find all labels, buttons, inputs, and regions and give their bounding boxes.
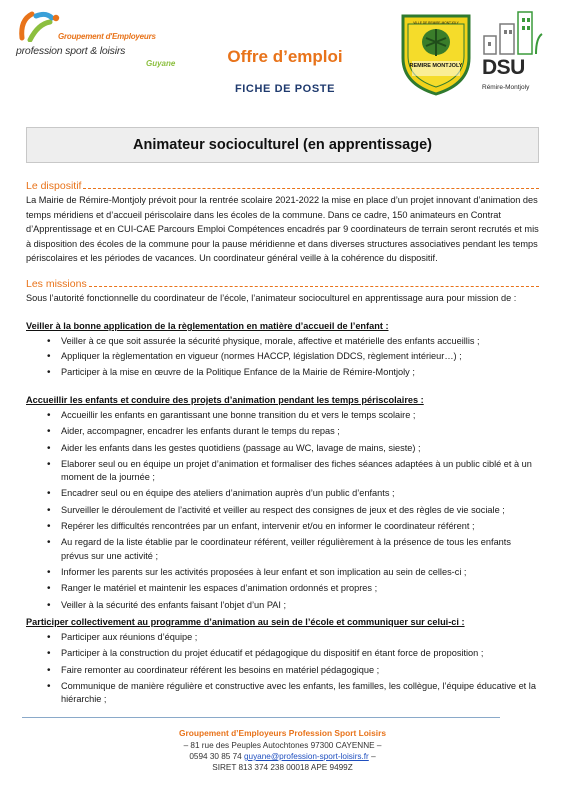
section-heading-dispositif bbox=[26, 180, 539, 192]
list-item: • Repérer les difficultés rencontrées par un enfant, intervenir et/ou en informer le coordinateur référent ; bbox=[26, 520, 541, 533]
list-item: • Elaborer seul ou en équipe un projet d’animation et formaliser des fiches séances adaptées à un public ciblé et à un moment de la journée ; bbox=[26, 458, 541, 485]
crest-text: REMIRE MONTJOLY bbox=[409, 63, 463, 69]
section-heading-missions bbox=[26, 278, 539, 290]
footer-contact bbox=[60, 751, 505, 762]
page-subtitle: FICHE DE POSTE bbox=[234, 83, 336, 95]
list-item: • Veiller à ce que soit assurée la sécurité physique, morale, affective et matérielle des enfants accueillis ; bbox=[26, 335, 541, 348]
list-item: • Au regard de la liste établie par le coordinateur référent, veiller régulièrement à la présence de tous les enfants prévus sur une activité ; bbox=[26, 536, 541, 563]
dsu-logo bbox=[480, 10, 550, 100]
footer-phone: 0594 30 85 74 bbox=[189, 752, 242, 761]
ge-logo-line1: Groupement d'Employeurs bbox=[58, 32, 156, 41]
footer-divider bbox=[22, 717, 500, 718]
crest-top-text: VILLE DE REMIRE-MONTJOLY bbox=[413, 21, 459, 25]
list-item: • Surveiller le déroulement de l’activité et veiller au respect des consignes de jeux et des règles de vie sociale ; bbox=[26, 504, 541, 517]
mission-list bbox=[26, 335, 541, 379]
mission-group-title: Accueillir les enfants et conduire des projets d’animation pendant les temps périscolaires : bbox=[26, 395, 424, 405]
list-item: • Encadrer seul ou en équipe des ateliers d’animation auprès d’un public d’enfants ; bbox=[26, 487, 541, 500]
footer-email-link[interactable]: guyane@profession-sport-loisirs.fr bbox=[243, 752, 369, 761]
list-item: • Faire remonter au coordinateur référent les besoins en matériel pédagogique ; bbox=[26, 664, 541, 677]
ge-psl-logo bbox=[14, 10, 179, 80]
section-divider bbox=[83, 188, 539, 189]
list-item: • Informer les parents sur les activités proposées à leur enfant et son implication au sein de celles-ci ; bbox=[26, 566, 541, 579]
section-heading-label: Les missions bbox=[26, 278, 87, 290]
dsu-logo-text: DSU bbox=[482, 56, 525, 79]
mission-list bbox=[26, 631, 541, 706]
section-divider bbox=[89, 286, 539, 287]
list-item: • Participer aux réunions d’équipe ; bbox=[26, 631, 541, 644]
mission-list bbox=[26, 409, 541, 612]
mission-group-title: Participer collectivement au programme d’animation au sein de l’école et communiquer sur celui-ci : bbox=[26, 617, 465, 627]
dispositif-text: La Mairie de Rémire-Montjoly prévoit pour la rentrée scolaire 2021-2022 la mise en place d’un projet innovant d’animation des temps méridiens et d’accueil périscolaire dans les écoles de la commune. Dans ce cadre, 150 animateurs en Contrat d’Apprentissage et en CUI-CAE Parcours Emploi Compétences encadrés par 9 coordinateurs de terrain seront recrutés et mis à disposition des écoles de la commune pour la pause méridienne et dans diverses structures associatives pendant les temps périscolaires et les périodes de vacances. Un coordinateur général veille à la cohérence du dispositif. bbox=[26, 195, 539, 263]
list-item: • Veiller à la sécurité des enfants faisant l’objet d’un PAI ; bbox=[26, 599, 541, 612]
list-item: • Accueillir les enfants en garantissant une bonne transition du et vers le temps scolaire ; bbox=[26, 409, 541, 422]
section-heading-label: Le dispositif bbox=[26, 180, 82, 192]
dsu-buildings-icon bbox=[480, 10, 546, 56]
ge-logo-line3: Guyane bbox=[146, 59, 176, 68]
footer-email-suffix: – bbox=[368, 752, 376, 761]
missions-intro: Sous l’autorité fonctionnelle du coordinateur de l’école, l’animateur socioculturel en apprentissage aura pour mission de : bbox=[26, 293, 517, 303]
list-item: • Appliquer la règlementation en vigueur (normes HACCP, législation DDCS, règlement intérieur…) ; bbox=[26, 350, 541, 363]
list-item: • Ranger le matériel et maintenir les espaces d’animation ordonnés et propres ; bbox=[26, 582, 541, 595]
footer-address: – 81 rue des Peuples Autochtones 97300 CAYENNE – bbox=[183, 741, 382, 750]
list-item: • Aider, accompagner, encadrer les enfants durant le temps du repas ; bbox=[26, 425, 541, 438]
list-item: • Communique de manière régulière et constructive avec les enfants, les familles, les collègue, l’équipe éducative et la hiérarchie ; bbox=[26, 680, 541, 707]
footer-siret: SIRET 813 374 238 00018 APE 9499Z bbox=[212, 763, 353, 772]
remire-montjoly-crest-logo bbox=[400, 10, 472, 96]
mission-group-title: Veiller à la bonne application de la règlementation en matière d’accueil de l’enfant : bbox=[26, 321, 389, 331]
footer-org-name: Groupement d’Employeurs Profession Sport Loisirs bbox=[178, 728, 387, 738]
list-item: • Participer à la mise en œuvre de la Politique Enfance de la Mairie de Rémire-Montjoly ; bbox=[26, 366, 541, 379]
ge-logo-line2: profession sport & loisirs bbox=[16, 45, 126, 57]
dsu-logo-subtext: Rémire-Montjoly bbox=[482, 84, 530, 91]
job-title-box bbox=[26, 127, 539, 163]
list-item: • Aider les enfants dans les gestes quotidiens (passage au WC, lavage de mains, sieste) ; bbox=[26, 442, 541, 455]
page-title: Offre d’emploi bbox=[227, 47, 343, 66]
list-item: • Participer à la construction du projet éducatif et pédagogique du dispositif en étant force de proposition ; bbox=[26, 647, 541, 660]
job-title: Animateur socioculturel (en apprentissage) bbox=[133, 137, 432, 153]
